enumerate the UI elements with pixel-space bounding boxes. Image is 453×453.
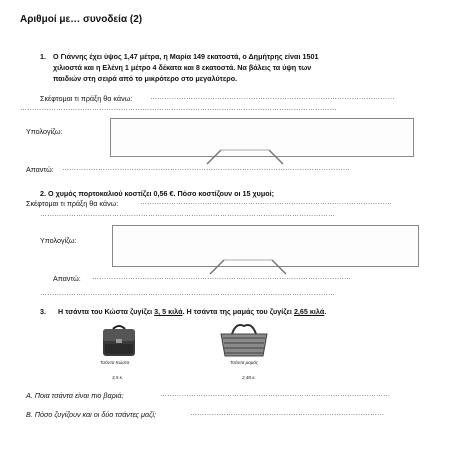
q2-dotline-2[interactable]: ……………………………………………………………………………………………………………	[40, 211, 336, 218]
q1-line2: χιλιοστά και η Ελένη 1 μέτρο 4 δέκατα και 8 εκατοστά. Να βάλεις τα ύψη των	[53, 63, 312, 72]
q2-think-label: Σκέφτομαι τι πράξη θα κάνω:	[26, 199, 119, 208]
q2-calc-label: Υπολογίζω:	[40, 236, 77, 245]
q3-weight-b: 2,65 κιλά	[293, 307, 325, 316]
q1-think-dotline[interactable]: …………………………………………………………………………………………	[150, 94, 395, 101]
q2-think-dotline[interactable]: ……………………………………………………………………………………………	[140, 199, 392, 206]
q1-line1: Ο Γιάννης έχει ύψος 1,47 μέτρα, η Μαρία 149 εκατοστά, ο Δημήτρης είναι 1501	[53, 52, 319, 61]
q1-think-label: Σκέφτομαι τι πράξη θα κάνω:	[40, 94, 133, 103]
bag2-weight: 2,48 κ.	[242, 375, 256, 380]
q3-question-a: Α. Ποια τσάντα είναι πιο βαριά;	[26, 391, 124, 400]
q1-answer-label: Απαντώ:	[26, 165, 54, 174]
bag2-caption: Τσάντα μαμάς	[230, 360, 259, 365]
q3-text-a: Η τσάντα του Κώστα ζυγίζει	[58, 307, 153, 316]
q1-dotline-2[interactable]: ……………………………………………………………………………………………………………………	[20, 105, 337, 112]
page-title: Αριθμοί με… συνοδεία (2)	[20, 14, 143, 25]
q1-line3: παιδιών στη σειρά από το μικρότερο στο μεγαλύτερο.	[53, 74, 238, 83]
q2-dotline-3[interactable]: ……………………………………………………………………………………………………………	[40, 290, 336, 297]
q2-text: 2. Ο χυμός πορτοκαλιού κοστίζει 0,56 €. Πόσο κοστίζουν οι 15 χυμοί;	[40, 189, 274, 198]
q3-answer-b-dotline[interactable]: ………………………………………………………………………	[190, 410, 385, 417]
q2-answer-label: Απαντώ:	[53, 274, 81, 283]
school-bag-icon	[100, 322, 138, 358]
q3-text-c: .	[324, 307, 327, 316]
q1-calc-label: Υπολογίζω:	[26, 127, 63, 136]
q3-text	[58, 307, 326, 317]
bag1-caption: Τσάντα Κώστα	[100, 360, 130, 365]
q2-answer-dotline[interactable]: ………………………………………………………………………………………………	[92, 274, 352, 281]
bag1-weight: 3,5 κ.	[112, 375, 124, 380]
q1-box-stand-icon	[205, 148, 285, 166]
q1-answer-dotline[interactable]: …………………………………………………………………………………………………………	[62, 165, 350, 172]
q3-question-b: Β. Πόσο ζυγίζουν και οι δύο τσάντες μαζί;	[26, 410, 156, 419]
q3-number: 3.	[40, 307, 46, 316]
q3-text-b: . Η τσάντα της μαμάς του ζυγίζει	[182, 307, 292, 316]
q1-number: 1.	[40, 52, 46, 61]
q3-weight-a: 3, 5 κιλά	[154, 307, 183, 316]
handbag-icon	[218, 322, 270, 358]
q3-answer-a-dotline[interactable]: ……………………………………………………………………………………	[160, 391, 391, 398]
